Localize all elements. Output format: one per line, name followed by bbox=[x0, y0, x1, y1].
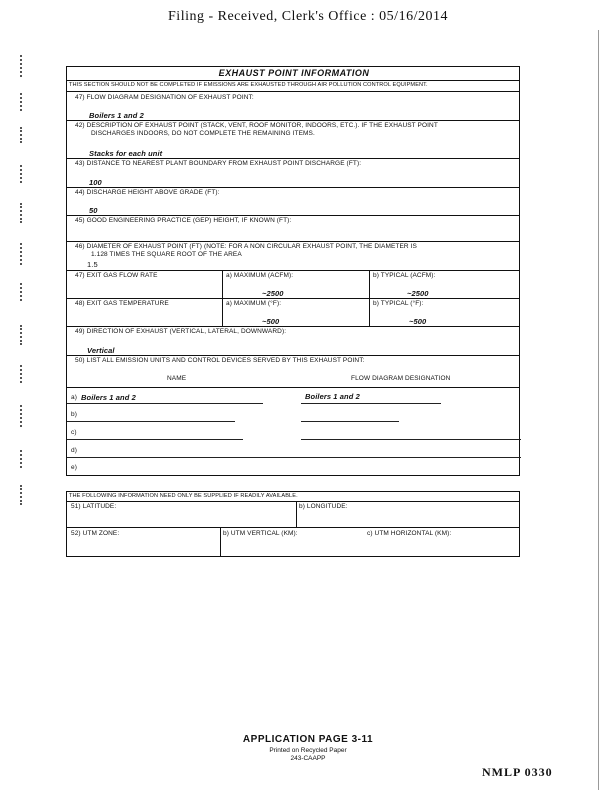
q50-row-b-letter: b) bbox=[71, 411, 77, 418]
q50-row-a-name: Boilers 1 and 2 bbox=[81, 393, 136, 402]
divider bbox=[67, 270, 519, 271]
q50-row-b-name-line bbox=[67, 421, 235, 422]
scan-right-edge bbox=[598, 30, 599, 790]
q50-row-a-designation-line bbox=[301, 403, 441, 404]
q48-max-label: a) MAXIMUM (°F): bbox=[226, 300, 282, 307]
q50-row-c-name-line bbox=[67, 439, 243, 440]
divider bbox=[67, 241, 519, 242]
q50-row-a-name-line bbox=[67, 403, 263, 404]
q52-utm-zone-label: 52) UTM ZONE: bbox=[71, 530, 120, 537]
left-margin-scan-marks bbox=[18, 55, 32, 515]
printed-recycled-note: Printed on Recycled Paper bbox=[269, 747, 347, 754]
q51-latitude-label: 51) LATITUDE: bbox=[71, 503, 117, 510]
q50-row-d-letter: d) bbox=[71, 447, 77, 454]
q48-max-value: ~500 bbox=[262, 317, 280, 326]
q47-label: 47) FLOW DIAGRAM DESIGNATION OF EXHAUST POINT: bbox=[75, 94, 254, 101]
q50-col-name: NAME bbox=[167, 375, 187, 382]
q43-answer: 100 bbox=[89, 178, 102, 187]
q47b-max-value: ~2500 bbox=[262, 289, 284, 298]
q43-label: 43) DISTANCE TO NEAREST PLANT BOUNDARY FROM EXHAUST POINT DISCHARGE (FT): bbox=[75, 160, 362, 167]
q50-label: 50) LIST ALL EMISSION UNITS AND CONTROL DEVICES SERVED BY THIS EXHAUST POINT: bbox=[75, 357, 365, 364]
q42-label-2: DISCHARGES INDOORS, DO NOT COMPLETE THE REMAINING ITEMS. bbox=[91, 130, 315, 137]
form2-note: THE FOLLOWING INFORMATION NEED ONLY BE SUPPLIED IF READILY AVAILABLE. bbox=[69, 493, 298, 499]
q50-col-flow: FLOW DIAGRAM DESIGNATION bbox=[351, 375, 451, 382]
q49-answer: Vertical bbox=[87, 346, 115, 355]
q49-label: 49) DIRECTION OF EXHAUST (VERTICAL, LATERAL, DOWNWARD): bbox=[75, 328, 287, 335]
q44-label: 44) DISCHARGE HEIGHT ABOVE GRADE (FT): bbox=[75, 189, 220, 196]
q47b-typ-value: ~2500 bbox=[407, 289, 429, 298]
q42-label: 42) DESCRIPTION OF EXHAUST POINT (STACK, VENT, ROOF MONITOR, INDOORS, ETC.). IF THE EXHAUST POINT bbox=[75, 122, 438, 129]
q52-utm-vertical-label: b) UTM VERTICAL (KM): bbox=[223, 530, 298, 537]
q50-row-b-designation-line bbox=[301, 421, 399, 422]
divider bbox=[67, 326, 519, 327]
q50-row-c-letter: c) bbox=[71, 429, 77, 436]
q48-typ-label: b) TYPICAL (°F): bbox=[373, 300, 424, 307]
q51-longitude-label: b) LONGITUDE: bbox=[299, 503, 348, 510]
divider bbox=[67, 298, 519, 299]
form-title: EXHAUST POINT INFORMATION bbox=[218, 68, 370, 78]
application-page-title: APPLICATION PAGE 3-11 bbox=[242, 734, 374, 745]
q42-answer: Stacks for each unit bbox=[89, 149, 163, 158]
q50-row-a-letter: a) bbox=[71, 394, 77, 401]
q50-row-d-line bbox=[67, 457, 521, 458]
divider bbox=[296, 501, 297, 527]
q46-label: 46) DIAMETER OF EXHAUST POINT (FT) (NOTE: FOR A NON CIRCULAR EXHAUST POINT, THE DIAMETER IS bbox=[75, 243, 417, 250]
q44-answer: 50 bbox=[89, 206, 98, 215]
q47b-typ-label: b) TYPICAL (ACFM): bbox=[373, 272, 436, 279]
divider bbox=[67, 355, 519, 356]
q46-label-2: 1.128 TIMES THE SQUARE ROOT OF THE AREA bbox=[91, 251, 242, 258]
q48-label: 48) EXIT GAS TEMPERATURE bbox=[75, 300, 169, 307]
q48-typ-value: ~500 bbox=[409, 317, 427, 326]
divider bbox=[67, 91, 519, 92]
divider bbox=[67, 80, 519, 81]
form-note: THIS SECTION SHOULD NOT BE COMPLETED IF EMISSIONS ARE EXHAUSTED THROUGH AIR POLLUTION CONTROL EQUIPMENT. bbox=[69, 82, 428, 88]
q47b-label: 47) EXIT GAS FLOW RATE bbox=[75, 272, 158, 279]
location-form bbox=[66, 491, 520, 557]
divider bbox=[67, 120, 519, 121]
divider bbox=[67, 527, 519, 528]
divider bbox=[67, 187, 519, 188]
q47-answer: Boilers 1 and 2 bbox=[89, 111, 144, 120]
divider bbox=[67, 387, 519, 388]
filing-stamp-header: Filing - Received, Clerk's Office : 05/16/2014 bbox=[168, 9, 448, 24]
divider bbox=[220, 527, 221, 557]
divider bbox=[67, 158, 519, 159]
divider bbox=[67, 215, 519, 216]
q50-row-a-designation: Boilers 1 and 2 bbox=[305, 392, 360, 401]
form-number: 243-CAAPP bbox=[290, 755, 326, 762]
divider bbox=[67, 501, 519, 502]
exhaust-point-form bbox=[66, 66, 520, 476]
q50-row-c-designation-line bbox=[301, 439, 521, 440]
q47b-max-label: a) MAXIMUM (ACFM): bbox=[226, 272, 294, 279]
q46-answer: 1.5 bbox=[87, 260, 98, 269]
q50-row-e-letter: e) bbox=[71, 464, 77, 471]
q45-label: 45) GOOD ENGINEERING PRACTICE (GEP) HEIGHT, IF KNOWN (FT): bbox=[75, 217, 292, 224]
document-code: NMLP 0330 bbox=[482, 765, 553, 779]
q52-utm-horizontal-label: c) UTM HORIZONTAL (KM): bbox=[367, 530, 452, 537]
